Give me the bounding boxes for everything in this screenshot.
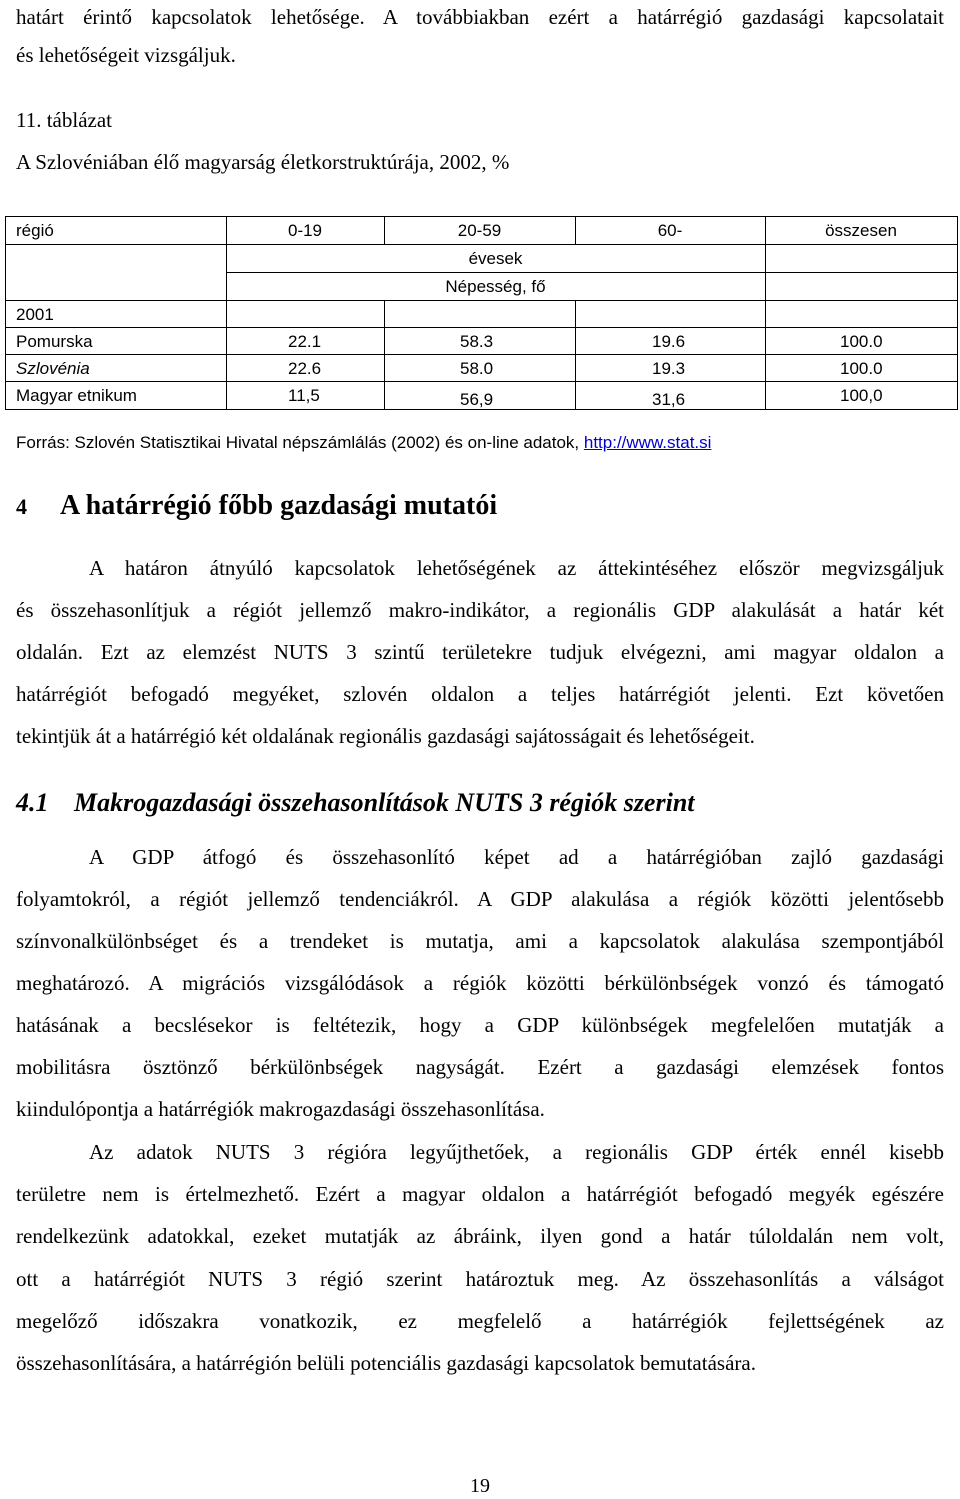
paragraph-line: folyamtokról, a régiót jellemző tendenciákról. A GDP alakulása a régiók közötti jelentősebb	[16, 887, 944, 911]
subsection-number: 4.1	[16, 788, 49, 817]
paragraph-line: összehasonlítására, a határrégión belüli potenciális gazdasági kapcsolatok bemutatására.	[16, 1351, 756, 1375]
paragraph-line: A határon átnyúló kapcsolatok lehetőségének az áttekintéséhez először megvizsgáljuk	[89, 556, 944, 580]
paragraph-line: kiindulópontja a határrégiók makrogazdasági összehasonlítása.	[16, 1097, 545, 1121]
paragraph-line: mobilitásra ösztönző bérkülönbségek nagyságát. Ezért a gazdasági elemzések fontos	[16, 1055, 944, 1079]
paragraph-line: meghatározó. A migrációs vizsgálódások a régiók közötti bérkülönbségek vonzó és támogató	[16, 971, 944, 995]
table-title: A Szlovéniában élő magyarság életkorstruktúrája, 2002, %	[16, 150, 510, 174]
paragraph-line: ott a határrégiót NUTS 3 régió szerint határoztuk meg. Az összehasonlítás a válságot	[16, 1267, 944, 1291]
row-region: Pomurska	[16, 332, 93, 351]
row-value-20-59: 58.0	[460, 359, 494, 378]
row-value-20-59: 56,9	[460, 390, 494, 409]
table-number: 11. táblázat	[16, 108, 113, 132]
paragraph-line: megelőző időszakra vonatkozik, ez megfelelő a határrégiók fejlettségének az	[16, 1309, 944, 1333]
paragraph-line: Az adatok NUTS 3 régióra legyűjthetőek, a regionális GDP érték ennél kisebb	[89, 1140, 944, 1164]
paragraph-line: A GDP átfogó és összehasonlító képet ad a határrégióban zajló gazdasági	[89, 845, 944, 869]
row-value-0-19: 22.1	[288, 332, 322, 351]
source-text: Forrás: Szlovén Statisztikai Hivatal népszámlálás (2002) és on-line adatok,	[16, 433, 584, 452]
section-number: 4	[16, 494, 27, 519]
source-link[interactable]: http://www.stat.si	[583, 433, 712, 452]
section-title: A határrégió főbb gazdasági mutatói	[60, 490, 498, 521]
intro-line-1: határt érintő kapcsolatok lehetősége. A továbbiakban ezért a határrégió gazdasági kapcsolatait	[16, 5, 944, 29]
subsection-title: Makrogazdasági összehasonlítások NUTS 3 régiók szerint	[74, 788, 695, 817]
year-row-label: 2001	[16, 305, 54, 324]
col-header-20-59: 20-59	[457, 221, 502, 240]
col-header-total: összesen	[825, 221, 897, 240]
row-value-0-19: 11,5	[288, 386, 320, 405]
page-number: 19	[470, 1475, 490, 1497]
paragraph-line: és összehasonlítjuk a régiót jellemző makro-indikátor, a regionális GDP alakulását a határ két	[16, 598, 944, 622]
row-value-60: 19.3	[652, 359, 686, 378]
section-heading	[16, 490, 497, 522]
paragraph-line: színvonalkülönbséget és a trendeket is mutatja, ami a kapcsolatok alakulása szempontjából	[16, 929, 944, 953]
row-value-0-19: 22.6	[288, 359, 322, 378]
paragraph-line: határrégiót befogadó megyéket, szlovén oldalon a teljes határrégiót jelenti. Ezt követően	[16, 682, 944, 706]
col-header-0-19: 0-19	[287, 221, 323, 240]
paragraph-line: rendelkezünk adatokkal, ezeket mutatják az ábráink, ilyen gond a határ túloldalán nem volt,	[16, 1224, 944, 1248]
paragraph-line: hatásának a becslésekor is feltétezik, hogy a GDP különbségek megfelelően mutatják a	[16, 1013, 944, 1037]
row-region: Szlovénia	[16, 359, 90, 378]
row-value-60: 19.6	[652, 332, 686, 351]
source-note	[16, 432, 711, 454]
sub-header-population: Népesség, fő	[445, 277, 546, 296]
intro-line-2: és lehetőségeit vizsgáljuk.	[16, 43, 236, 67]
row-region: Magyar etnikum	[16, 386, 137, 405]
subsection-heading	[16, 788, 695, 818]
col-header-60: 60-	[657, 221, 683, 240]
col-header-region: régió	[16, 221, 54, 240]
row-value-total: 100.0	[840, 359, 883, 378]
paragraph-line: oldalán. Ezt az elemzést NUTS 3 szintű területekre tudjuk elvégezni, ami magyar oldalon a	[16, 640, 944, 664]
row-value-total: 100,0	[840, 386, 883, 405]
paragraph-line: területre nem is értelmezhető. Ezért a magyar oldalon a határrégiót befogadó megyék egészére	[16, 1182, 944, 1206]
row-value-60: 31,6	[652, 390, 686, 409]
sub-header-years: évesek	[468, 249, 523, 268]
row-value-total: 100.0	[840, 332, 883, 351]
row-value-20-59: 58.3	[460, 332, 494, 351]
paragraph-line: tekintjük át a határrégió két oldalának regionális gazdasági sajátosságait és lehetőségeit.	[16, 724, 755, 748]
